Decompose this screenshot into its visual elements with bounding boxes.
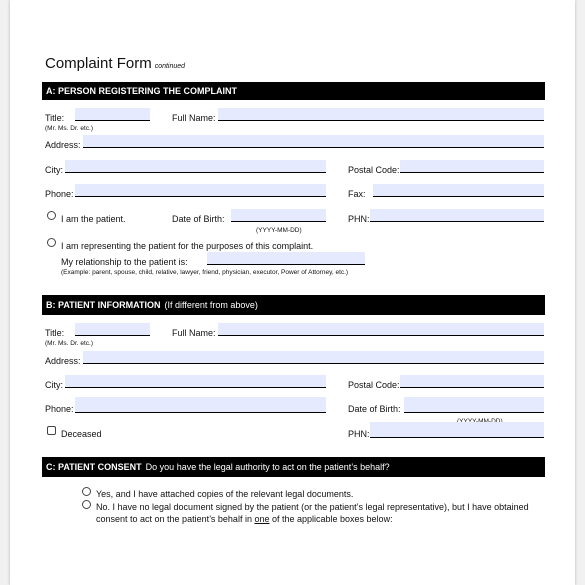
section-b-header-note: (If different from above)	[164, 300, 258, 310]
a-title-field[interactable]	[75, 108, 150, 121]
section-b-header	[42, 295, 545, 315]
a-title-label: Title:	[45, 113, 65, 123]
b-deceased-label: Deceased	[61, 429, 102, 439]
b-phone-label: Phone:	[45, 404, 74, 414]
a-city-field[interactable]	[65, 160, 326, 173]
form-title-suffix: continued	[154, 63, 186, 70]
b-address-field[interactable]	[83, 351, 544, 364]
b-city-field[interactable]	[65, 375, 326, 388]
b-city-label: City:	[45, 380, 63, 390]
form-title	[45, 55, 185, 72]
a-city-label: City:	[45, 165, 63, 175]
b-address-label: Address:	[45, 356, 81, 366]
b-dob-field[interactable]	[404, 397, 544, 413]
b-phn-field[interactable]	[370, 422, 544, 438]
section-c-header-question: Do you have the legal authority to act on the patient’s behalf?	[145, 462, 390, 472]
a-postal-code-label: Postal Code:	[348, 165, 400, 175]
a-phn-label: PHN:	[348, 214, 370, 224]
a-i-am-patient-radio[interactable]	[47, 211, 56, 220]
b-full-name-label: Full Name:	[172, 328, 216, 338]
b-deceased-checkbox[interactable]	[47, 426, 56, 435]
a-dob-hint: (YYYY-MM-DD)	[256, 227, 302, 234]
b-title-label: Title:	[45, 328, 65, 338]
b-title-hint: (Mr. Ms. Dr. etc.)	[45, 340, 94, 347]
b-dob-label: Date of Birth:	[348, 404, 401, 414]
c-option-no-line2-b: of the applicable boxes below:	[269, 514, 393, 524]
form-page	[10, 0, 575, 585]
a-phone-label: Phone:	[45, 189, 74, 199]
c-option-yes-label: Yes, and I have attached copies of the relevant legal documents.	[96, 489, 354, 499]
section-a-header-text: A: PERSON REGISTERING THE COMPLAINT	[46, 86, 238, 96]
a-phone-field[interactable]	[75, 184, 326, 197]
a-relationship-example: (Example: parent, spouse, child, relative, lawyer, friend, physician, executor, Power of Attorney, etc.)	[61, 269, 349, 276]
b-full-name-field[interactable]	[218, 323, 544, 336]
a-relationship-field[interactable]	[207, 252, 365, 265]
a-title-hint: (Mr. Ms. Dr. etc.)	[45, 125, 94, 132]
section-c-header-text: C: PATIENT CONSENT	[46, 462, 142, 472]
form-title-text: Complaint Form	[45, 55, 152, 72]
c-option-no-line2	[96, 514, 393, 524]
section-a-header	[42, 82, 545, 100]
a-phn-field[interactable]	[370, 209, 544, 222]
a-full-name-label: Full Name:	[172, 113, 216, 123]
a-representing-label: I am representing the patient for the purposes of this complaint.	[61, 241, 314, 251]
a-address-field[interactable]	[83, 135, 544, 148]
a-relationship-label: My relationship to the patient is:	[61, 257, 188, 267]
b-phone-field[interactable]	[75, 397, 326, 413]
c-option-no-line2-a: consent to act on the patient’s behalf in	[96, 514, 255, 524]
a-representing-radio[interactable]	[47, 238, 56, 247]
b-title-field[interactable]	[75, 323, 150, 336]
a-fax-label: Fax:	[348, 189, 366, 199]
section-c-header	[42, 457, 545, 477]
a-postal-code-field[interactable]	[400, 160, 544, 173]
b-phn-label: PHN:	[348, 429, 370, 439]
a-address-label: Address:	[45, 140, 81, 150]
b-postal-code-field[interactable]	[400, 375, 544, 388]
a-i-am-patient-label: I am the patient.	[61, 214, 126, 224]
a-full-name-field[interactable]	[218, 108, 544, 121]
a-dob-label: Date of Birth:	[172, 214, 225, 224]
section-b-header-text: B: PATIENT INFORMATION	[46, 300, 161, 310]
c-option-no-line2-one: one	[254, 514, 270, 524]
c-option-no-line1: No. I have no legal document signed by the patient (or the patient’s legal representative), but I have obtained	[96, 502, 529, 512]
a-fax-field[interactable]	[373, 184, 544, 197]
b-postal-code-label: Postal Code:	[348, 380, 400, 390]
a-dob-field[interactable]	[231, 209, 326, 222]
c-option-no-radio[interactable]	[82, 500, 91, 509]
c-option-yes-radio[interactable]	[82, 487, 91, 496]
